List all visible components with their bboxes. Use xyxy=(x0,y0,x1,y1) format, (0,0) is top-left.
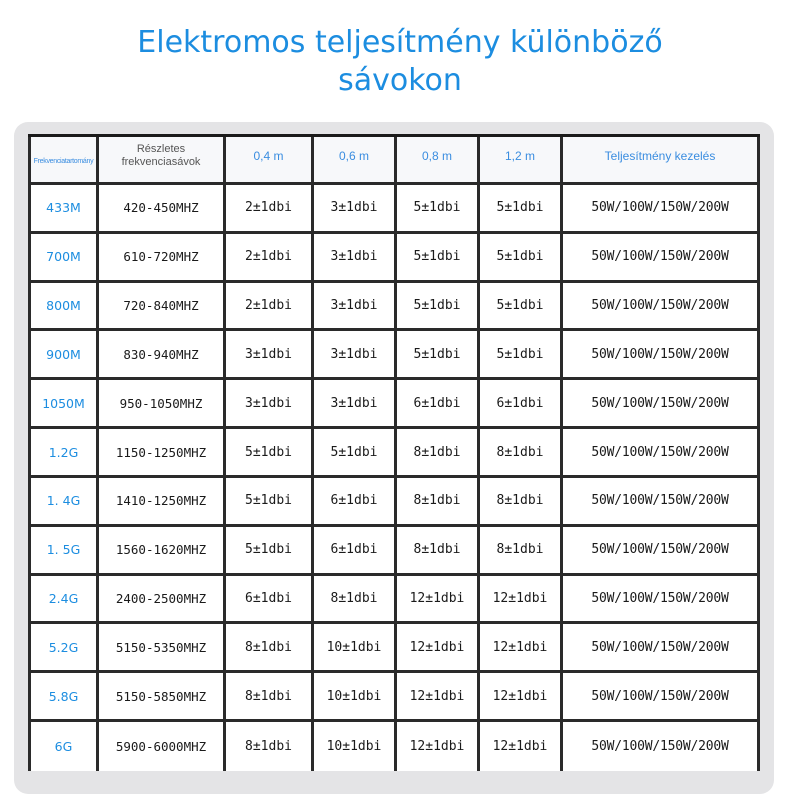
cell-power: 50W/100W/150W/200W xyxy=(563,576,760,625)
cell-gain-0-4m: 2±1dbi xyxy=(226,234,314,283)
cell-gain-0-6m: 10±1dbi xyxy=(314,624,397,673)
cell-range: 5900-6000MHZ xyxy=(99,722,226,771)
cell-gain-0-8m: 8±1dbi xyxy=(397,429,480,478)
cell-range: 610-720MHZ xyxy=(99,234,226,283)
cell-power: 50W/100W/150W/200W xyxy=(563,429,760,478)
cell-gain-0-8m: 12±1dbi xyxy=(397,624,480,673)
cell-band: 6G xyxy=(28,722,99,771)
cell-band: 5.2G xyxy=(28,624,99,673)
cell-gain-0-8m: 12±1dbi xyxy=(397,576,480,625)
cell-range: 1560-1620MHZ xyxy=(99,527,226,576)
cell-gain-0-6m: 5±1dbi xyxy=(314,429,397,478)
cell-gain-1-2m: 5±1dbi xyxy=(480,283,563,332)
cell-gain-0-8m: 5±1dbi xyxy=(397,331,480,380)
cell-gain-0-6m: 6±1dbi xyxy=(314,527,397,576)
cell-range: 1410-1250MHZ xyxy=(99,478,226,527)
cell-gain-0-4m: 8±1dbi xyxy=(226,673,314,722)
cell-gain-0-6m: 3±1dbi xyxy=(314,283,397,332)
cell-band: 800M xyxy=(28,283,99,332)
page-title-line-2: sávokon xyxy=(338,63,462,98)
cell-band: 5.8G xyxy=(28,673,99,722)
cell-band: 700M xyxy=(28,234,99,283)
header-0-8m: 0,8 m xyxy=(397,137,480,185)
cell-gain-0-6m: 3±1dbi xyxy=(314,234,397,283)
header-0-6m: 0,6 m xyxy=(314,137,397,185)
cell-gain-0-4m: 5±1dbi xyxy=(226,527,314,576)
cell-gain-1-2m: 12±1dbi xyxy=(480,722,563,771)
cell-gain-0-6m: 8±1dbi xyxy=(314,576,397,625)
header-detailed-bands: Részletes frekvenciasávok xyxy=(99,137,226,185)
cell-range: 5150-5350MHZ xyxy=(99,624,226,673)
cell-band: 1. 5G xyxy=(28,527,99,576)
cell-gain-0-4m: 2±1dbi xyxy=(226,283,314,332)
cell-range: 950-1050MHZ xyxy=(99,380,226,429)
cell-power: 50W/100W/150W/200W xyxy=(563,234,760,283)
cell-gain-0-4m: 5±1dbi xyxy=(226,429,314,478)
cell-band: 900M xyxy=(28,331,99,380)
header-band-range: Frekvenciatartomány xyxy=(28,137,99,185)
cell-gain-1-2m: 12±1dbi xyxy=(480,673,563,722)
cell-gain-0-8m: 5±1dbi xyxy=(397,185,480,234)
header-0-4m: 0,4 m xyxy=(226,137,314,185)
cell-gain-0-4m: 3±1dbi xyxy=(226,331,314,380)
cell-power: 50W/100W/150W/200W xyxy=(563,331,760,380)
cell-gain-0-8m: 12±1dbi xyxy=(397,722,480,771)
cell-gain-1-2m: 12±1dbi xyxy=(480,576,563,625)
cell-gain-0-8m: 5±1dbi xyxy=(397,283,480,332)
cell-power: 50W/100W/150W/200W xyxy=(563,673,760,722)
cell-gain-1-2m: 8±1dbi xyxy=(480,429,563,478)
cell-gain-1-2m: 5±1dbi xyxy=(480,185,563,234)
cell-range: 1150-1250MHZ xyxy=(99,429,226,478)
cell-band: 1. 4G xyxy=(28,478,99,527)
cell-range: 830-940MHZ xyxy=(99,331,226,380)
cell-gain-0-8m: 6±1dbi xyxy=(397,380,480,429)
cell-gain-1-2m: 8±1dbi xyxy=(480,527,563,576)
cell-gain-0-4m: 6±1dbi xyxy=(226,576,314,625)
cell-band: 1.2G xyxy=(28,429,99,478)
cell-power: 50W/100W/150W/200W xyxy=(563,185,760,234)
cell-range: 5150-5850MHZ xyxy=(99,673,226,722)
cell-gain-0-6m: 10±1dbi xyxy=(314,673,397,722)
cell-gain-0-8m: 8±1dbi xyxy=(397,527,480,576)
cell-band: 433M xyxy=(28,185,99,234)
cell-gain-1-2m: 5±1dbi xyxy=(480,234,563,283)
cell-power: 50W/100W/150W/200W xyxy=(563,624,760,673)
page-title-line-1: Elektromos teljesítmény különböző xyxy=(137,25,663,60)
header-power-handling: Teljesítmény kezelés xyxy=(563,137,760,185)
cell-gain-0-4m: 8±1dbi xyxy=(226,722,314,771)
cell-gain-0-8m: 5±1dbi xyxy=(397,234,480,283)
cell-gain-1-2m: 12±1dbi xyxy=(480,624,563,673)
cell-range: 720-840MHZ xyxy=(99,283,226,332)
cell-gain-0-4m: 5±1dbi xyxy=(226,478,314,527)
cell-gain-0-6m: 3±1dbi xyxy=(314,331,397,380)
cell-gain-0-6m: 3±1dbi xyxy=(314,380,397,429)
cell-gain-0-4m: 3±1dbi xyxy=(226,380,314,429)
cell-gain-1-2m: 6±1dbi xyxy=(480,380,563,429)
spec-table xyxy=(28,134,760,768)
cell-gain-1-2m: 8±1dbi xyxy=(480,478,563,527)
cell-band: 1050M xyxy=(28,380,99,429)
cell-power: 50W/100W/150W/200W xyxy=(563,283,760,332)
cell-power: 50W/100W/150W/200W xyxy=(563,722,760,771)
cell-gain-0-8m: 8±1dbi xyxy=(397,478,480,527)
cell-band: 2.4G xyxy=(28,576,99,625)
cell-gain-0-8m: 12±1dbi xyxy=(397,673,480,722)
cell-gain-0-6m: 3±1dbi xyxy=(314,185,397,234)
page-title xyxy=(0,24,800,100)
cell-gain-0-6m: 10±1dbi xyxy=(314,722,397,771)
cell-power: 50W/100W/150W/200W xyxy=(563,380,760,429)
cell-gain-1-2m: 5±1dbi xyxy=(480,331,563,380)
cell-range: 420-450MHZ xyxy=(99,185,226,234)
cell-range: 2400-2500MHZ xyxy=(99,576,226,625)
cell-gain-0-4m: 2±1dbi xyxy=(226,185,314,234)
cell-power: 50W/100W/150W/200W xyxy=(563,478,760,527)
cell-gain-0-6m: 6±1dbi xyxy=(314,478,397,527)
cell-power: 50W/100W/150W/200W xyxy=(563,527,760,576)
header-1-2m: 1,2 m xyxy=(480,137,563,185)
cell-gain-0-4m: 8±1dbi xyxy=(226,624,314,673)
